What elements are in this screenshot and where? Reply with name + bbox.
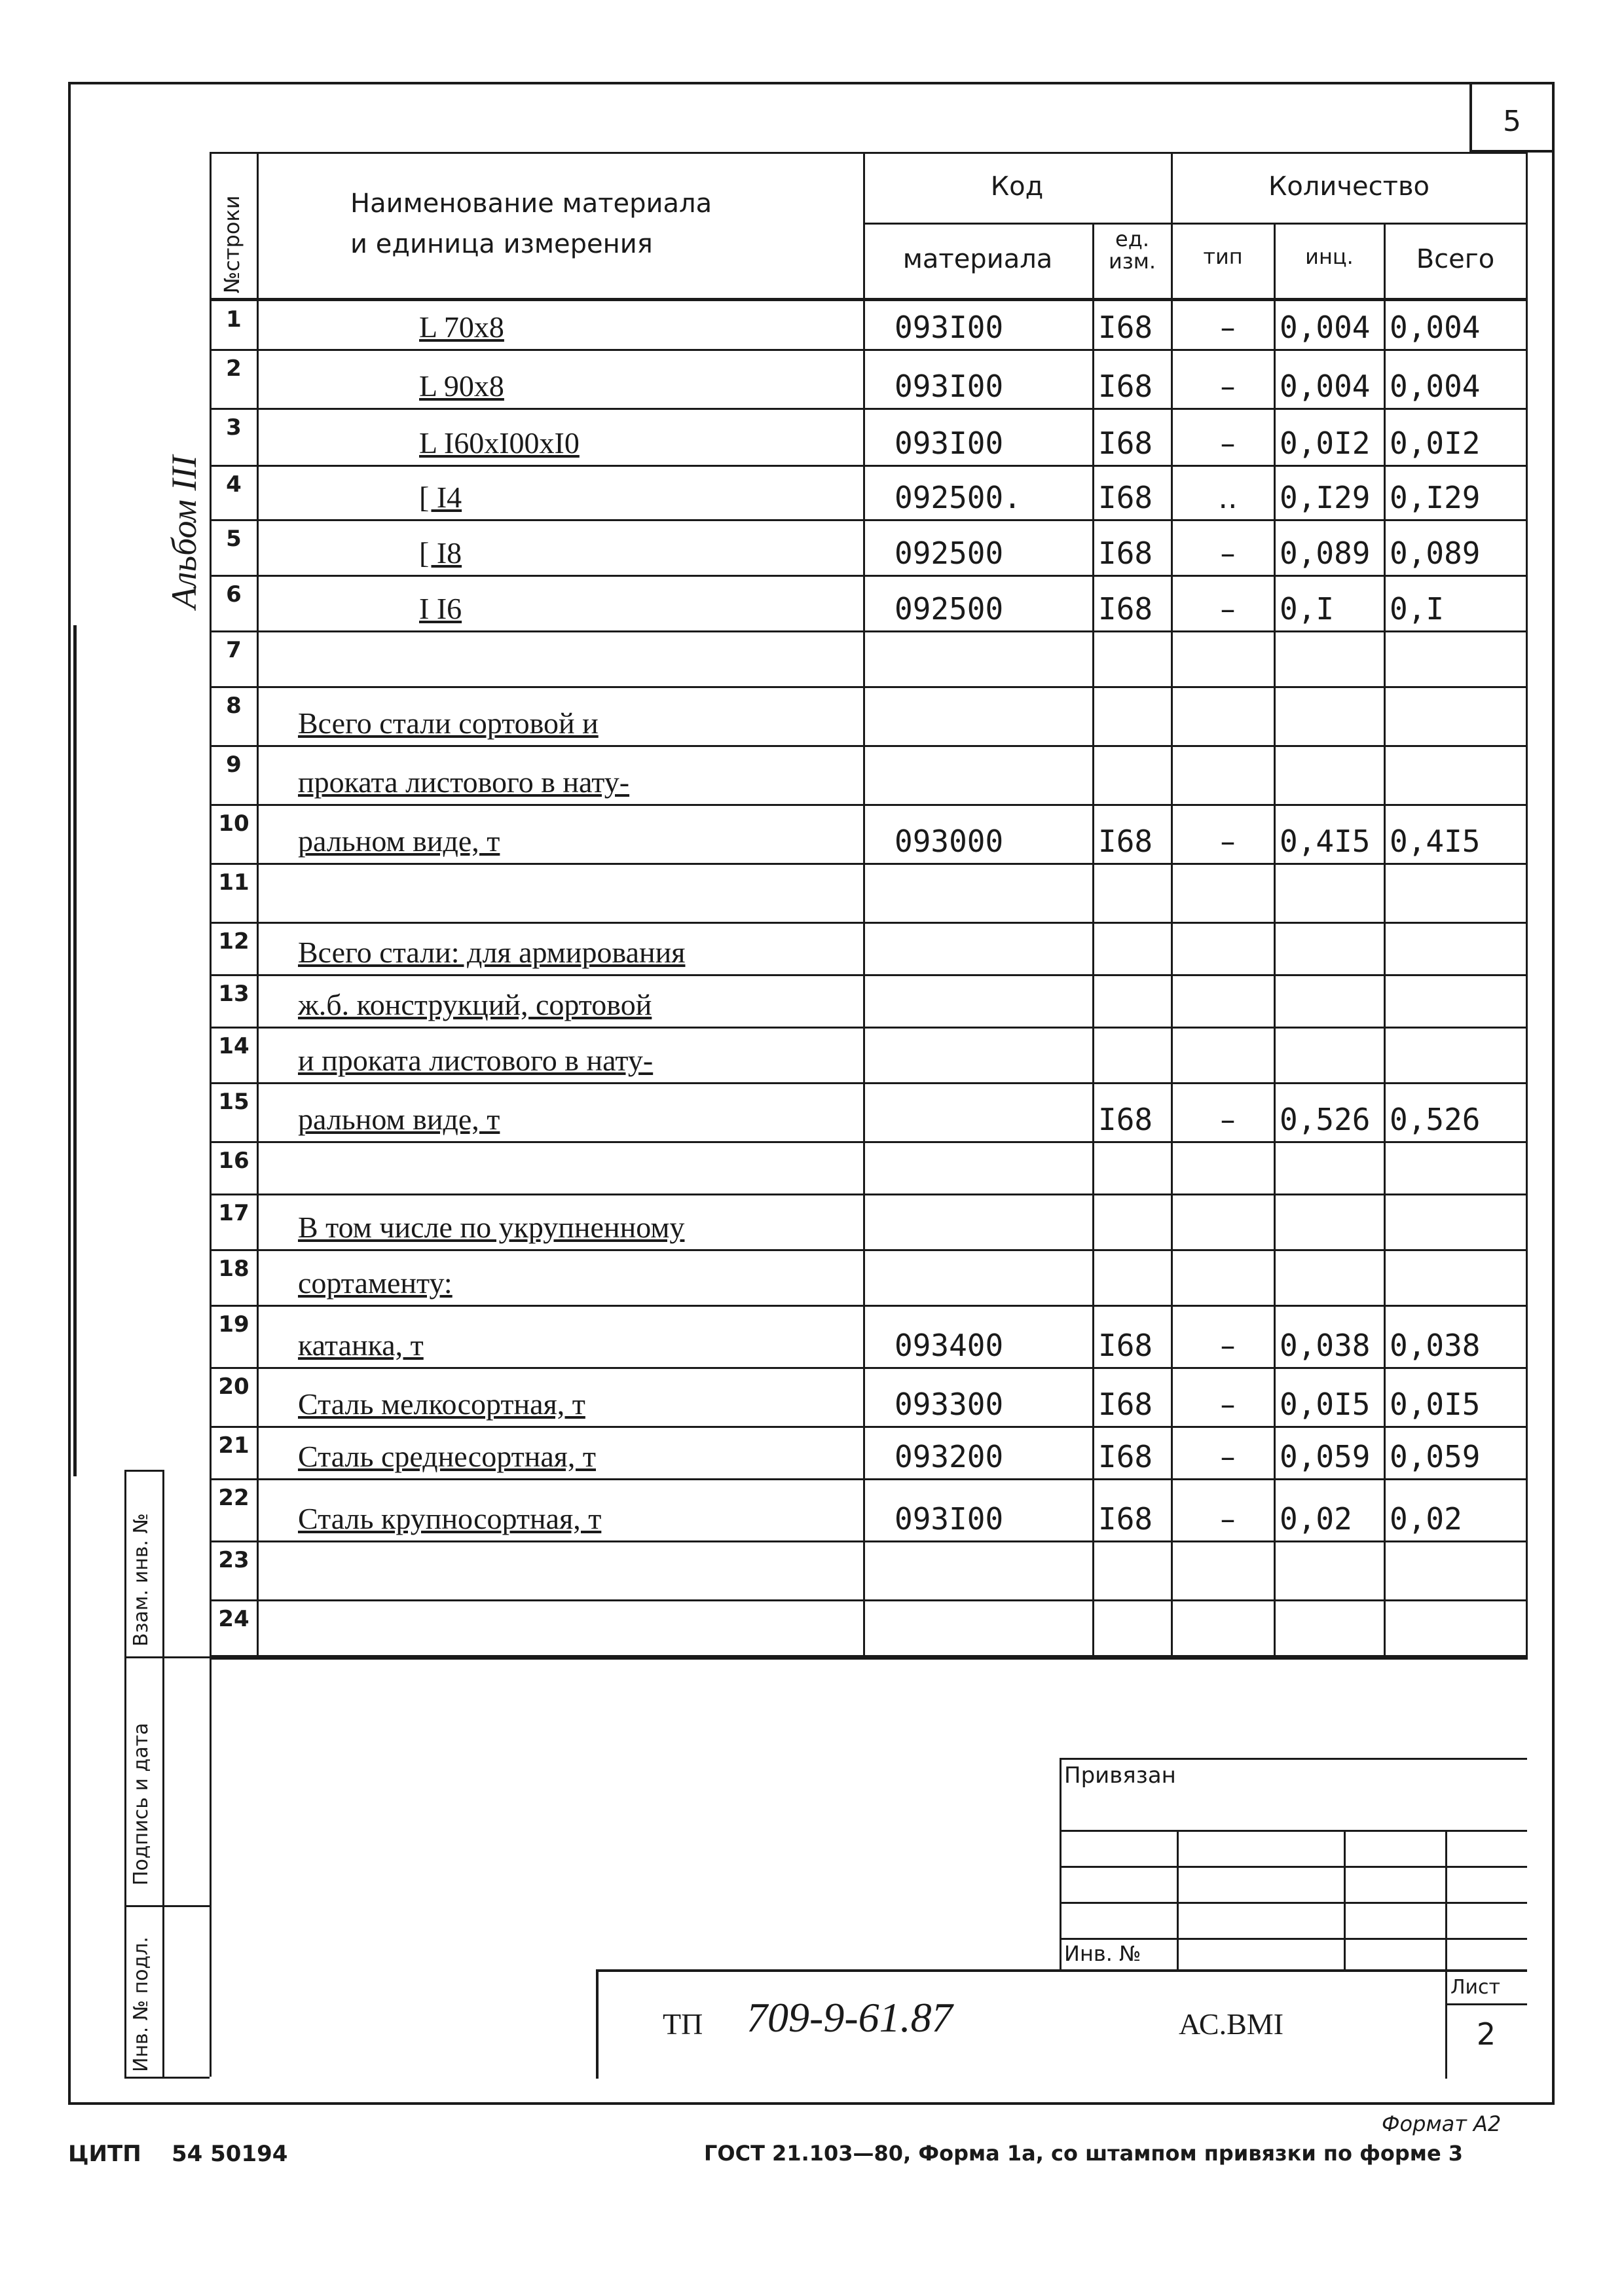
binding-col3 (1445, 1830, 1447, 1971)
row-name: L 70x8 (419, 310, 504, 344)
side-inv-podl: Инв. № подл. (130, 1937, 153, 2072)
row-name: ральном виде, т (298, 824, 500, 858)
row-number: 19 (218, 1311, 249, 1338)
row-separator (210, 575, 1528, 577)
col-line-name (863, 152, 865, 1658)
row-name: Всего стали сортовой и (298, 706, 599, 740)
header-qty-inc: инц. (1305, 244, 1354, 269)
header-bottom-line (210, 298, 1528, 301)
row-separator (210, 349, 1528, 351)
row-number: 3 (226, 414, 242, 441)
row-type: – (1220, 1102, 1236, 1137)
row-total: 0,4I5 (1390, 824, 1481, 859)
row-separator (210, 630, 1528, 632)
row-unit: I68 (1098, 1501, 1153, 1537)
row-separator (210, 1540, 1528, 1542)
row-code: 093I00 (895, 1501, 1004, 1537)
row-separator (210, 408, 1528, 410)
row-name: L I60xI00xI0 (419, 426, 580, 460)
row-code: 093I00 (895, 426, 1004, 461)
binding-inv-no: Инв. № (1064, 1941, 1141, 1966)
side-stamp-div1 (124, 1656, 210, 1658)
side-stamp-left (124, 1470, 126, 2079)
row-separator (210, 519, 1528, 521)
row-unit: I68 (1098, 1439, 1153, 1474)
binding-line1 (1060, 1830, 1527, 1832)
row-separator (210, 686, 1528, 688)
row-name: [ I8 (419, 536, 462, 570)
side-stamp-right (162, 1470, 164, 2079)
footer-order: 54 50194 (172, 2141, 288, 2167)
col-line-rownum (257, 152, 259, 1658)
footer-org: ЦИТП (68, 2141, 141, 2167)
col-line-unit (1171, 152, 1173, 1658)
row-name: Сталь мелкосортная, т (298, 1387, 585, 1421)
row-unit: I68 (1098, 369, 1153, 404)
row-separator (210, 1082, 1528, 1084)
album-label: Альбом III (164, 455, 204, 609)
row-number: 21 (218, 1432, 249, 1459)
header-code-unit: ед. изм. (1108, 227, 1156, 274)
row-type: – (1220, 426, 1236, 461)
row-unit: I68 (1098, 1387, 1153, 1422)
row-total: 0,004 (1390, 369, 1481, 404)
binding-line3 (1060, 1902, 1527, 1904)
row-name: Сталь крупносортная, т (298, 1502, 602, 1535)
row-unit: I68 (1098, 1102, 1153, 1137)
row-separator (210, 974, 1528, 976)
side-podpis-data: Подпись и дата (130, 1722, 153, 1886)
row-separator (210, 1426, 1528, 1428)
row-unit: I68 (1098, 310, 1153, 345)
album-line (73, 625, 77, 1476)
row-number: 18 (218, 1256, 249, 1282)
row-separator (210, 1599, 1528, 1601)
col-line-code (1092, 223, 1094, 1658)
row-unit: I68 (1098, 1328, 1153, 1363)
row-number: 17 (218, 1200, 249, 1226)
row-name: L 90x8 (419, 369, 504, 403)
row-type: – (1220, 1439, 1236, 1474)
row-unit: I68 (1098, 591, 1153, 627)
row-separator (210, 863, 1528, 865)
row-number: 23 (218, 1547, 249, 1573)
row-number: 12 (218, 928, 249, 955)
header-code-material: материала (902, 244, 1053, 274)
row-total: 0,0I2 (1390, 426, 1481, 461)
row-number: 13 (218, 981, 249, 1007)
row-type: .. (1218, 480, 1238, 515)
row-number: 4 (226, 471, 242, 498)
row-separator (210, 1141, 1528, 1143)
row-code: 093I00 (895, 369, 1004, 404)
row-name: Всего стали: для армирования (298, 936, 686, 969)
row-name: проката листового в нату- (298, 765, 630, 799)
footer-gost: ГОСТ 21.103—80, Форма 1а, со штампом привязки по форме 3 (704, 2141, 1464, 2166)
row-inc: 0,004 (1280, 310, 1371, 345)
row-inc: 0,0I5 (1280, 1387, 1371, 1422)
row-code: 093400 (895, 1328, 1004, 1363)
header-qty-total: Всего (1416, 244, 1495, 274)
row-separator (210, 1194, 1528, 1195)
row-name: ж.б. конструкций, сортовой (298, 988, 652, 1021)
side-vzam-inv: Взам. инв. № (130, 1513, 153, 1647)
col-line-inc (1384, 223, 1386, 1658)
row-name: катанка, т (298, 1328, 424, 1362)
side-stamp-top (124, 1470, 164, 1472)
row-name: ральном виде, т (298, 1102, 500, 1136)
header-name-line2: и единица измерения (350, 229, 653, 259)
binding-col2 (1344, 1830, 1346, 1971)
row-number: 5 (226, 526, 242, 552)
row-unit: I68 (1098, 426, 1153, 461)
header-quantity: Количество (1268, 172, 1430, 202)
row-number: 20 (218, 1374, 249, 1400)
row-type: – (1220, 1501, 1236, 1537)
row-unit: I68 (1098, 480, 1153, 515)
header-row-no: №строки (219, 195, 244, 293)
row-code: 093I00 (895, 310, 1004, 345)
row-number: 14 (218, 1033, 249, 1059)
row-inc: 0,I (1280, 591, 1335, 627)
row-number: 16 (218, 1148, 249, 1174)
row-inc: 0,526 (1280, 1102, 1371, 1137)
row-code: 093300 (895, 1387, 1004, 1422)
row-number: 15 (218, 1089, 249, 1115)
row-number: 22 (218, 1485, 249, 1511)
row-number: 24 (218, 1606, 249, 1632)
row-inc: 0,4I5 (1280, 824, 1371, 859)
col-line-right (1526, 152, 1528, 1658)
row-total: 0,089 (1390, 536, 1481, 571)
row-total: 0,038 (1390, 1328, 1481, 1363)
row-number: 7 (226, 637, 242, 663)
header-code: Код (990, 172, 1044, 202)
row-inc: 0,004 (1280, 369, 1371, 404)
row-separator (210, 745, 1528, 747)
row-number: 8 (226, 693, 242, 719)
row-total: 0,0I5 (1390, 1387, 1481, 1422)
row-separator (210, 922, 1528, 924)
row-separator (210, 804, 1528, 806)
row-number: 2 (226, 355, 242, 382)
side-stamp-div2 (124, 1905, 210, 1907)
title-project-no: 709-9-61.87 (747, 1994, 953, 2041)
header-qty-type: тип (1203, 244, 1243, 269)
row-type: – (1220, 536, 1236, 571)
row-total: 0,059 (1390, 1439, 1481, 1474)
row-inc: 0,I29 (1280, 480, 1371, 515)
row-number: 11 (218, 869, 249, 896)
title-doc-code: АС.ВМI (1179, 2007, 1284, 2041)
row-code: 092500 (895, 591, 1004, 627)
row-code: 092500. (895, 480, 1022, 515)
row-separator (210, 1305, 1528, 1307)
row-total: 0,I (1390, 591, 1445, 627)
row-type: – (1220, 824, 1236, 859)
row-type: – (1220, 310, 1236, 345)
title-sheet-value: 2 (1476, 2016, 1496, 2052)
row-unit: I68 (1098, 824, 1153, 859)
row-type: – (1220, 1387, 1236, 1422)
row-unit: I68 (1098, 536, 1153, 571)
title-block (596, 1969, 1527, 2079)
row-number: 6 (226, 581, 242, 608)
row-inc: 0,059 (1280, 1439, 1371, 1474)
header-name-line1: Наименование материала (350, 189, 712, 219)
row-name: Сталь среднесортная, т (298, 1440, 597, 1473)
col-line-type (1274, 223, 1276, 1658)
header-mid-line (863, 223, 1528, 225)
row-total: 0,I29 (1390, 480, 1481, 515)
col-line-left (210, 152, 212, 2077)
row-inc: 0,02 (1280, 1501, 1352, 1537)
row-number: 10 (218, 811, 249, 837)
row-name: сортаменту: (298, 1266, 452, 1300)
row-separator (210, 1249, 1528, 1251)
row-inc: 0,089 (1280, 536, 1371, 571)
row-name: В том числе по укрупненному (298, 1211, 685, 1244)
row-code: 093000 (895, 824, 1004, 859)
row-separator (210, 1478, 1528, 1480)
footer-format: Формат А2 (1382, 2111, 1502, 2136)
row-inc: 0,0I2 (1280, 426, 1371, 461)
sheet-number: 5 (1503, 105, 1521, 138)
title-tp: ТП (663, 2007, 703, 2041)
row-type: – (1220, 591, 1236, 627)
row-separator (210, 1027, 1528, 1029)
row-type: – (1220, 1328, 1236, 1363)
row-separator (210, 1367, 1528, 1369)
side-stamp-bottom (124, 2077, 210, 2079)
row-type: – (1220, 369, 1236, 404)
row-total: 0,526 (1390, 1102, 1481, 1137)
row-number: 9 (226, 752, 242, 778)
binding-label: Привязан (1064, 1762, 1176, 1789)
binding-col1 (1177, 1830, 1179, 1971)
table-bottom-line (210, 1656, 1528, 1660)
row-number: 1 (226, 306, 242, 333)
row-inc: 0,038 (1280, 1328, 1371, 1363)
binding-line2 (1060, 1866, 1527, 1868)
row-total: 0,004 (1390, 310, 1481, 345)
row-total: 0,02 (1390, 1501, 1462, 1537)
row-name: и проката листового в нату- (298, 1044, 654, 1077)
header-top-line (210, 152, 1528, 154)
row-separator (210, 465, 1528, 467)
row-name: I I6 (419, 592, 462, 625)
row-name: [ I4 (419, 481, 462, 514)
title-sheet-hline (1445, 2003, 1527, 2005)
binding-line4 (1060, 1938, 1527, 1940)
row-code: 093200 (895, 1439, 1004, 1474)
title-sheet-label: Лист (1450, 1976, 1501, 1999)
row-code: 092500 (895, 536, 1004, 571)
